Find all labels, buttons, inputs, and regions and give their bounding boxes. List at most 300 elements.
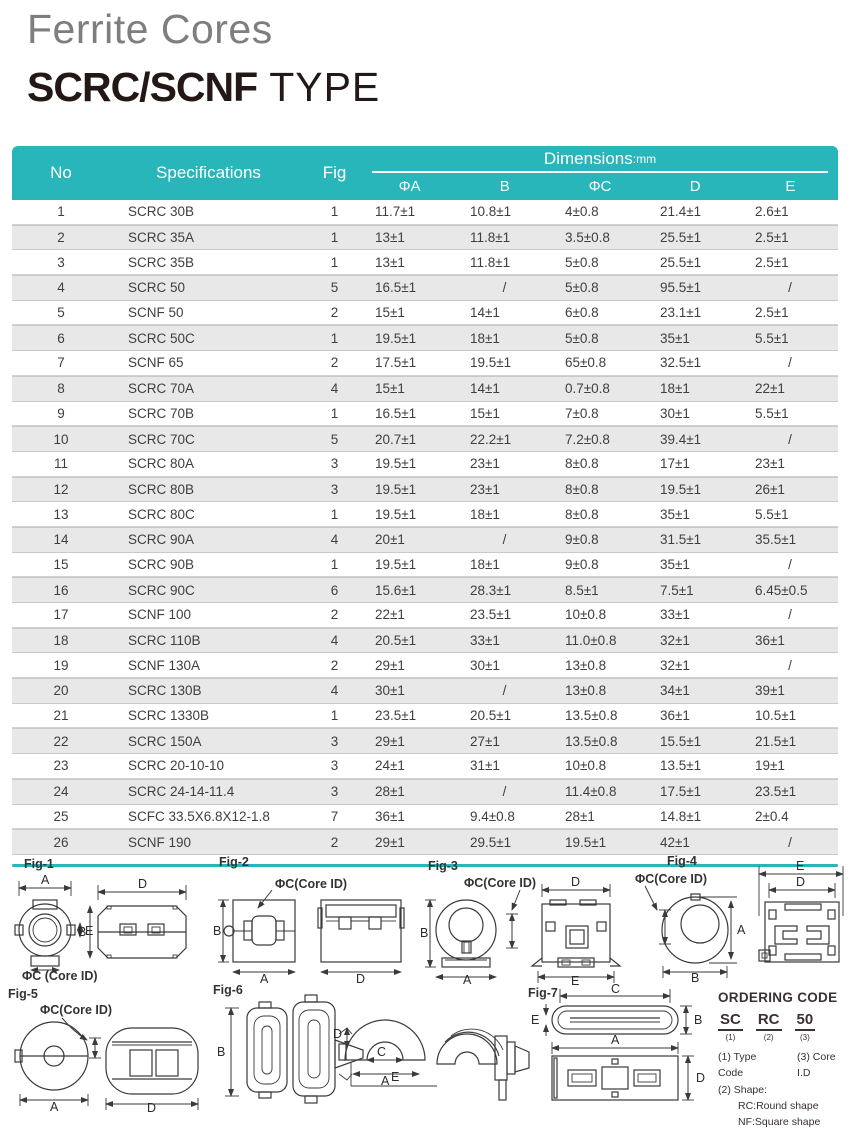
table-row bbox=[12, 653, 838, 678]
dim-C: C bbox=[611, 982, 621, 996]
table-cell: 3 bbox=[330, 784, 339, 800]
table-cell: 2 bbox=[57, 230, 65, 246]
table-row bbox=[12, 402, 838, 427]
table-row bbox=[12, 502, 838, 527]
table-cell: SCRC 80C bbox=[128, 506, 195, 522]
core-id-label: ΦC(Core ID) bbox=[635, 872, 708, 886]
core-id-label: ΦC(Core ID) bbox=[464, 876, 537, 890]
table-cell: 14±1 bbox=[470, 381, 500, 397]
table-cell: SCRC 50 bbox=[128, 280, 186, 296]
col-header-D: D bbox=[689, 178, 701, 195]
table-cell: 33±1 bbox=[470, 633, 500, 649]
table-row bbox=[12, 275, 838, 301]
table-row bbox=[12, 553, 838, 578]
dim-A: A bbox=[737, 923, 746, 937]
figure-1 bbox=[8, 856, 208, 981]
dim-C: C bbox=[377, 1045, 387, 1059]
table-header bbox=[12, 146, 838, 200]
table-cell: 6±0.8 bbox=[565, 305, 599, 321]
table-cell: 11.7±1 bbox=[375, 204, 416, 220]
table-cell: / bbox=[788, 431, 792, 447]
table-cell: 3.5±0.8 bbox=[565, 230, 610, 246]
figure-2 bbox=[213, 852, 413, 984]
core-id-label: ΦC(Core ID) bbox=[275, 877, 348, 891]
table-cell: 19.5±1 bbox=[375, 456, 417, 472]
table-cell: 13 bbox=[53, 506, 69, 522]
table-cell: / bbox=[788, 834, 792, 850]
table-cell: SCRC 90A bbox=[128, 532, 195, 548]
table-cell: SCRC 150A bbox=[128, 733, 202, 749]
table-row bbox=[12, 678, 838, 704]
table-cell: 17 bbox=[53, 607, 69, 623]
table-cell: 12 bbox=[53, 481, 69, 497]
dim-A: A bbox=[41, 873, 50, 887]
table-cell: SCRC 20-10-10 bbox=[128, 758, 225, 774]
table-cell: 30±1 bbox=[470, 657, 500, 673]
table-cell: SCRC 70A bbox=[128, 381, 195, 397]
table-cell: 15±1 bbox=[470, 405, 500, 421]
table-cell: 16.5±1 bbox=[375, 405, 417, 421]
table-cell: / bbox=[788, 355, 792, 371]
table-cell: 21.4±1 bbox=[660, 204, 702, 220]
table-cell: / bbox=[502, 683, 507, 699]
figure-label: Fig-1 bbox=[24, 857, 54, 871]
table-row bbox=[12, 250, 838, 275]
table-cell: 7 bbox=[57, 355, 65, 371]
table-cell: 13±0.8 bbox=[565, 657, 607, 673]
table-cell: 22±1 bbox=[755, 381, 785, 397]
table-cell: 26 bbox=[53, 834, 69, 850]
table-cell: 17±1 bbox=[660, 456, 690, 472]
table-row bbox=[12, 426, 838, 452]
dim-B: B bbox=[78, 925, 87, 939]
table-cell: SCRC 80A bbox=[128, 456, 195, 472]
figure-label: Fig-6 bbox=[213, 983, 243, 997]
col-header-phiA: ΦA bbox=[398, 178, 421, 195]
table-cell: 19.5±1 bbox=[375, 481, 417, 497]
table-cell: 19±1 bbox=[755, 758, 785, 774]
table-row bbox=[12, 477, 838, 503]
table-cell: 36±1 bbox=[755, 633, 785, 649]
table-cell: 1 bbox=[330, 330, 339, 346]
table-cell: 23.5±1 bbox=[755, 784, 797, 800]
table-row bbox=[12, 754, 838, 779]
figure-label: Fig-7 bbox=[528, 986, 558, 1000]
figure-label: Fig-4 bbox=[667, 854, 697, 868]
table-cell: 3 bbox=[330, 456, 339, 472]
table-cell: 28.3±1 bbox=[470, 582, 512, 598]
table-cell: 39.4±1 bbox=[660, 431, 702, 447]
table-cell: SCRC 35A bbox=[128, 230, 195, 246]
table-cell: SCRC 30B bbox=[128, 204, 195, 220]
dim-D: D bbox=[571, 875, 581, 889]
table-cell: 4 bbox=[57, 280, 65, 296]
table-cell: 10±0.8 bbox=[565, 758, 607, 774]
table-cell: SCRC 90B bbox=[128, 556, 195, 572]
dim-E: E bbox=[571, 974, 580, 988]
table-cell: SCRC 35B bbox=[128, 254, 195, 270]
table-cell: 29±1 bbox=[375, 834, 405, 850]
table-cell: 32±1 bbox=[660, 657, 690, 673]
table-cell: 2 bbox=[330, 657, 339, 673]
dim-E: E bbox=[391, 1070, 400, 1084]
table-cell: 5±0.8 bbox=[565, 254, 599, 270]
table-cell: 4 bbox=[330, 633, 339, 649]
table-row bbox=[12, 225, 838, 251]
table-cell: 14.8±1 bbox=[660, 808, 702, 824]
table-cell: 1 bbox=[330, 204, 339, 220]
table-cell: 19 bbox=[53, 657, 69, 673]
subtitle-series: SCRC/SCNF bbox=[27, 64, 258, 110]
table-row bbox=[12, 376, 838, 402]
table-cell: / bbox=[788, 556, 792, 572]
table-cell: / bbox=[788, 607, 792, 623]
table-row bbox=[12, 301, 838, 326]
note-shape: (2) Shape: bbox=[718, 1083, 768, 1096]
table-cell: 9 bbox=[57, 405, 65, 421]
ordering-code-part bbox=[795, 1011, 816, 1042]
table-cell: 11.0±0.8 bbox=[565, 633, 617, 649]
table-cell: / bbox=[502, 532, 507, 548]
table-cell: 29±1 bbox=[375, 733, 405, 749]
table-cell: 29.5±1 bbox=[470, 834, 512, 850]
table-row bbox=[12, 452, 838, 477]
dim-D: D bbox=[796, 875, 806, 889]
table-cell: 23 bbox=[53, 758, 69, 774]
table-row bbox=[12, 628, 838, 654]
table-cell: 26±1 bbox=[755, 481, 785, 497]
table-cell: 23.5±1 bbox=[375, 708, 417, 724]
table-cell: 32±1 bbox=[660, 633, 690, 649]
table-cell: / bbox=[502, 784, 507, 800]
subtitle-type: TYPE bbox=[269, 64, 381, 110]
table-cell: 1 bbox=[57, 204, 65, 220]
dimensions-unit: :mm bbox=[632, 151, 657, 166]
dim-B: B bbox=[217, 1045, 226, 1059]
table-cell: 18 bbox=[53, 633, 69, 649]
table-cell: 20.7±1 bbox=[375, 431, 417, 447]
table-cell: 23±1 bbox=[755, 456, 785, 472]
table-row bbox=[12, 527, 838, 553]
figure-6 bbox=[205, 982, 540, 1113]
spec-table-body bbox=[12, 200, 838, 855]
table-cell: 5.5±1 bbox=[755, 405, 789, 421]
table-cell: 23±1 bbox=[470, 481, 500, 497]
note-round-shape: RC:Round shape bbox=[738, 1099, 819, 1112]
table-cell: 3 bbox=[57, 254, 65, 270]
table-cell: 18±1 bbox=[470, 330, 500, 346]
table-cell: 15±1 bbox=[375, 305, 405, 321]
table-cell: 4 bbox=[330, 381, 339, 397]
table-cell: 2 bbox=[330, 607, 339, 623]
table-cell: 31.5±1 bbox=[660, 532, 702, 548]
figure-label: Fig-5 bbox=[8, 987, 38, 1001]
table-row bbox=[12, 577, 838, 603]
col-header-B: B bbox=[499, 178, 510, 195]
page-subtitle bbox=[27, 64, 380, 111]
table-cell: 95.5±1 bbox=[660, 280, 702, 296]
col-header-fig: Fig bbox=[322, 163, 347, 182]
table-cell: 18±1 bbox=[660, 381, 690, 397]
table-cell: 21.5±1 bbox=[755, 733, 797, 749]
table-cell: 31±1 bbox=[470, 758, 500, 774]
table-cell: 25.5±1 bbox=[660, 254, 702, 270]
page-title: Ferrite Cores bbox=[27, 6, 273, 52]
table-cell: 11.4±0.8 bbox=[565, 784, 617, 800]
table-row bbox=[12, 325, 838, 351]
col-header-E: E bbox=[785, 178, 796, 195]
table-cell: 10 bbox=[53, 431, 69, 447]
table-cell: 5 bbox=[330, 280, 339, 296]
table-cell: 13±1 bbox=[375, 254, 405, 270]
table-cell: 10.5±1 bbox=[755, 708, 797, 724]
table-cell: SCNF 130A bbox=[128, 657, 201, 673]
code-rc: RC bbox=[756, 1011, 782, 1031]
table-row bbox=[12, 728, 838, 754]
table-cell: 22±1 bbox=[375, 607, 405, 623]
code-sc: SC bbox=[718, 1011, 743, 1031]
table-cell: 1 bbox=[330, 506, 339, 522]
note-core-id: (3) Core I.D bbox=[797, 1051, 836, 1080]
table-cell: 25 bbox=[53, 808, 69, 824]
table-cell: 23.5±1 bbox=[470, 607, 512, 623]
table-cell: 20.5±1 bbox=[375, 633, 417, 649]
table-cell: 4 bbox=[330, 532, 339, 548]
table-cell: 36±1 bbox=[660, 708, 690, 724]
figure-5 bbox=[4, 984, 204, 1115]
table-cell: 19.5±1 bbox=[375, 330, 417, 346]
table-cell: 15±1 bbox=[375, 381, 405, 397]
table-cell: 13.5±0.8 bbox=[565, 733, 618, 749]
col-header-phiC: ΦC bbox=[588, 178, 612, 195]
table-cell: 11 bbox=[53, 456, 68, 472]
code-sc-number: (1) bbox=[725, 1033, 736, 1042]
table-cell: 5.5±1 bbox=[755, 506, 789, 522]
figure-7 bbox=[518, 984, 728, 1113]
table-cell: 2.5±1 bbox=[755, 305, 789, 321]
table-cell: 0.7±0.8 bbox=[565, 381, 610, 397]
dimensions-title bbox=[362, 146, 838, 171]
dim-D: D bbox=[333, 1027, 343, 1041]
table-cell: SCRC 110B bbox=[128, 633, 201, 649]
table-cell: 8.5±1 bbox=[565, 582, 599, 598]
dim-E: E bbox=[531, 1013, 540, 1027]
table-cell: 5±0.8 bbox=[565, 280, 599, 296]
table-cell: 17.5±1 bbox=[660, 784, 702, 800]
table-cell: 4±0.8 bbox=[565, 204, 599, 220]
table-cell: 19.5±1 bbox=[375, 506, 417, 522]
table-cell: 8 bbox=[57, 381, 65, 397]
table-cell: 27±1 bbox=[470, 733, 500, 749]
core-id-label: ΦC (Core ID) bbox=[22, 969, 98, 983]
table-cell: 2 bbox=[330, 355, 339, 371]
table-cell: 23.1±1 bbox=[660, 305, 702, 321]
table-cell: 19.5±1 bbox=[470, 355, 512, 371]
table-cell: 19.5±1 bbox=[565, 834, 607, 850]
table-cell: 1 bbox=[330, 405, 339, 421]
table-cell: 6.45±0.5 bbox=[755, 582, 808, 598]
table-cell: 20 bbox=[53, 683, 69, 699]
dim-A: A bbox=[381, 1074, 390, 1088]
table-cell: 13.5±1 bbox=[660, 758, 702, 774]
table-cell: 2±0.4 bbox=[755, 808, 789, 824]
dim-D: D bbox=[356, 972, 366, 986]
table-cell: SCNF 65 bbox=[128, 355, 184, 371]
table-row bbox=[12, 351, 838, 376]
core-id-label: ΦC(Core ID) bbox=[40, 1003, 113, 1017]
table-cell: 16.5±1 bbox=[375, 280, 417, 296]
table-cell: SCFC 33.5X6.8X12-1.8 bbox=[128, 808, 270, 824]
table-cell: 15.5±1 bbox=[660, 733, 702, 749]
table-cell: 3 bbox=[330, 758, 339, 774]
table-cell: 13±1 bbox=[375, 230, 405, 246]
table-cell: 1 bbox=[330, 708, 339, 724]
dim-D: D bbox=[696, 1071, 706, 1085]
ordering-code-part bbox=[718, 1011, 743, 1042]
table-cell: SCRC 24-14-11.4 bbox=[128, 784, 235, 800]
dimensions-subheaders bbox=[362, 173, 838, 200]
table-cell: 7.5±1 bbox=[660, 582, 694, 598]
note-square-shape: NF:Square shape bbox=[738, 1116, 821, 1129]
dim-D: D bbox=[138, 877, 148, 891]
table-row bbox=[12, 200, 838, 225]
figure-4 bbox=[633, 852, 850, 983]
table-cell: / bbox=[502, 280, 507, 296]
table-cell: 11.8±1 bbox=[470, 230, 511, 246]
table-row bbox=[12, 805, 838, 830]
table-cell: 13.5±0.8 bbox=[565, 708, 618, 724]
ordering-code-part bbox=[756, 1011, 782, 1042]
table-cell: 8±0.8 bbox=[565, 506, 599, 522]
table-cell: 2.5±1 bbox=[755, 230, 789, 246]
table-cell: 21 bbox=[53, 708, 69, 724]
table-cell: 17.5±1 bbox=[375, 355, 417, 371]
table-cell: 42±1 bbox=[660, 834, 690, 850]
dim-B: B bbox=[694, 1013, 703, 1027]
table-cell: 4 bbox=[330, 683, 339, 699]
table-cell: 24±1 bbox=[375, 758, 405, 774]
table-cell: 16 bbox=[53, 582, 69, 598]
table-cell: 7.2±0.8 bbox=[565, 431, 610, 447]
table-cell: 24 bbox=[53, 784, 69, 800]
dim-A: A bbox=[260, 972, 269, 986]
table-cell: 9±0.8 bbox=[565, 556, 599, 572]
dim-B: B bbox=[420, 926, 429, 940]
table-cell: 10.8±1 bbox=[470, 204, 512, 220]
table-cell: 20±1 bbox=[375, 532, 405, 548]
dim-B: B bbox=[213, 924, 222, 938]
table-cell: 7±0.8 bbox=[565, 405, 599, 421]
col-header-dimensions-group bbox=[362, 146, 838, 200]
table-cell: 28±1 bbox=[565, 808, 595, 824]
table-cell: 5 bbox=[330, 431, 339, 447]
table-cell: 5.5±1 bbox=[755, 330, 789, 346]
table-cell: SCRC 90C bbox=[128, 582, 195, 598]
table-cell: 14±1 bbox=[470, 305, 500, 321]
table-cell: 9±0.8 bbox=[565, 532, 599, 548]
dim-E: E bbox=[796, 859, 805, 873]
table-cell: SCRC 70B bbox=[128, 405, 195, 421]
table-row bbox=[12, 603, 838, 628]
dim-E: E bbox=[85, 924, 94, 938]
table-cell: 2.6±1 bbox=[755, 204, 789, 220]
dimensions-label: Dimensions bbox=[543, 148, 633, 168]
dim-B: B bbox=[691, 971, 700, 985]
table-cell: 6 bbox=[330, 582, 339, 598]
col-header-specifications: Specifications bbox=[156, 163, 261, 182]
table-cell: 23±1 bbox=[470, 456, 500, 472]
table-cell: 14 bbox=[53, 532, 69, 548]
table-cell: 35±1 bbox=[660, 330, 690, 346]
dim-A: A bbox=[611, 1033, 620, 1047]
table-cell: 9.4±0.8 bbox=[470, 808, 515, 824]
table-cell: 13±0.8 bbox=[565, 683, 607, 699]
table-row bbox=[12, 704, 838, 729]
note-type-code: (1) Type Code bbox=[718, 1051, 757, 1080]
table-cell: 22.2±1 bbox=[470, 431, 512, 447]
table-cell: 36±1 bbox=[375, 808, 405, 824]
figure-3 bbox=[420, 854, 625, 988]
table-cell: 19.5±1 bbox=[660, 481, 702, 497]
table-cell: 20.5±1 bbox=[470, 708, 512, 724]
table-cell: SCRC 1330B bbox=[128, 708, 210, 724]
table-cell: 15.6±1 bbox=[375, 582, 417, 598]
table-cell: 30±1 bbox=[660, 405, 690, 421]
table-cell: 1 bbox=[330, 556, 339, 572]
table-cell: 18±1 bbox=[470, 556, 500, 572]
table-cell: 35.5±1 bbox=[755, 532, 797, 548]
dim-A: A bbox=[463, 973, 472, 987]
table-cell: 1 bbox=[330, 230, 339, 246]
table-cell: 5±0.8 bbox=[565, 330, 599, 346]
table-cell: 29±1 bbox=[375, 657, 405, 673]
figure-label: Fig-3 bbox=[428, 859, 458, 873]
table-cell: 34±1 bbox=[660, 683, 690, 699]
table-row bbox=[12, 779, 838, 805]
table-cell: 11.8±1 bbox=[470, 254, 511, 270]
table-cell: 39±1 bbox=[755, 683, 785, 699]
col-header-no: No bbox=[50, 163, 72, 182]
table-cell: / bbox=[788, 280, 792, 296]
dim-D: D bbox=[147, 1101, 157, 1115]
table-cell: SCNF 100 bbox=[128, 607, 192, 623]
table-cell: 35±1 bbox=[660, 556, 690, 572]
table-cell: SCRC 80B bbox=[128, 481, 195, 497]
table-cell: 33±1 bbox=[660, 607, 690, 623]
table-cell: SCRC 70C bbox=[128, 431, 195, 447]
table-cell: 65±0.8 bbox=[565, 355, 607, 371]
table-cell: 2 bbox=[330, 305, 339, 321]
table-cell: 2 bbox=[330, 834, 339, 850]
table-cell: 1 bbox=[330, 254, 339, 270]
table-cell: / bbox=[788, 657, 792, 673]
spec-table bbox=[12, 146, 838, 867]
code-50: 50 bbox=[795, 1011, 816, 1031]
code-rc-number: (2) bbox=[763, 1033, 774, 1042]
ordering-code-parts bbox=[718, 1011, 850, 1042]
table-cell: 3 bbox=[330, 733, 339, 749]
table-cell: SCNF 190 bbox=[128, 834, 192, 850]
ordering-code-notes bbox=[718, 1049, 850, 1130]
table-cell: 35±1 bbox=[660, 506, 690, 522]
dim-A: A bbox=[50, 1100, 59, 1114]
table-cell: 22 bbox=[53, 733, 69, 749]
ordering-code-title: ORDERING CODE bbox=[718, 990, 838, 1005]
table-cell: 19.5±1 bbox=[375, 556, 417, 572]
table-cell: 3 bbox=[330, 481, 339, 497]
table-cell: 8±0.8 bbox=[565, 456, 599, 472]
table-cell: 2.5±1 bbox=[755, 254, 789, 270]
